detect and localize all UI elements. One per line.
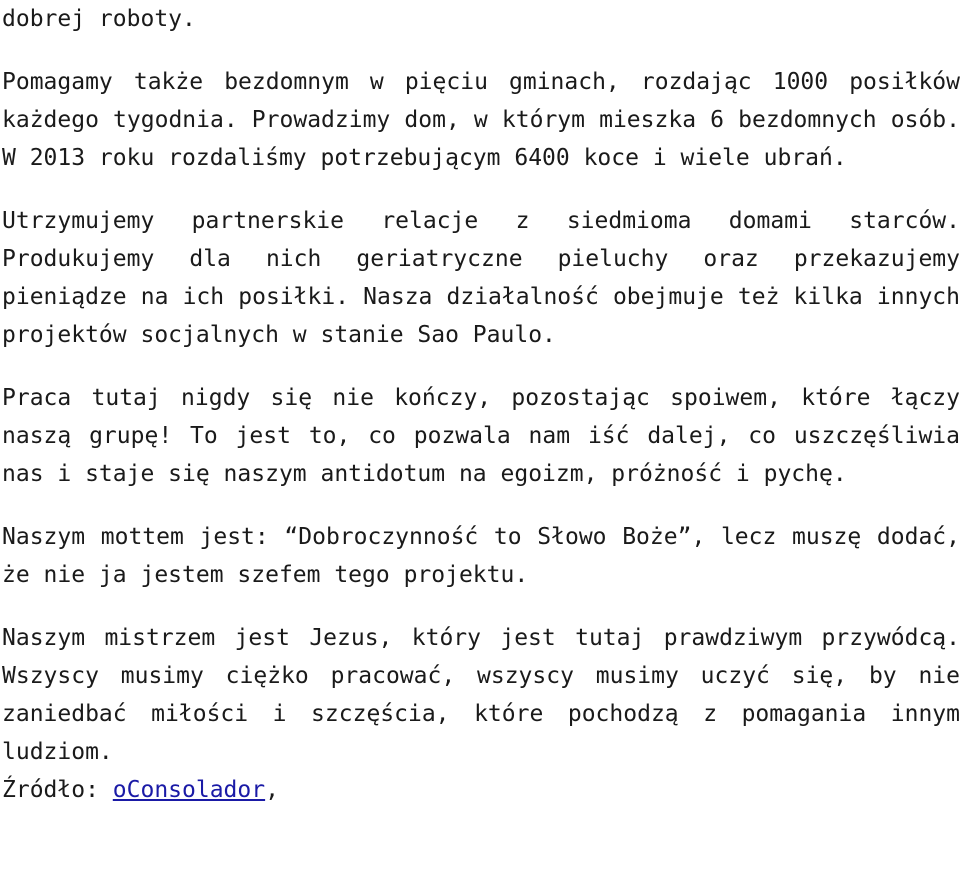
source-line — [2, 771, 960, 809]
paragraph-motto: Naszym mottem jest: “Dobroczynność to Słowo Boże”, lecz muszę dodać, że nie ja jestem szefem tego projektu. — [2, 524, 960, 588]
paragraph-master-jesus: Naszym mistrzem jest Jezus, który jest tutaj prawdziwym przywódcą. Wszyscy musimy ciężko pracować, wszyscy musimy uczyć się, by nie zaniedbać miłości i szczęścia, które pochodzą z pomagania innym ludziom. — [2, 625, 960, 765]
source-suffix: , — [265, 777, 279, 803]
paragraph-fragment: dobrej roboty. — [2, 6, 196, 32]
paragraph-work-never-ends: Praca tutaj nigdy się nie kończy, pozostając spoiwem, które łączy naszą grupę! To jest to, co pozwala nam iść dalej, co uszczęśliwia nas i staje się naszym antidotum na egoizm, próżność i pychę. — [2, 385, 960, 487]
article-body — [2, 0, 960, 809]
paragraph-homeless-help: Pomagamy także bezdomnym w pięciu gminach, rozdając 1000 posiłków każdego tygodnia. Prowadzimy dom, w którym mieszka 6 bezdomnych osób. W 2013 roku rozdaliśmy potrzebującym 6400 koce i wiele ubrań. — [2, 69, 960, 171]
paragraph-nursing-homes: Utrzymujemy partnerskie relacje z siedmioma domami starców. Produkujemy dla nich geriatryczne pieluchy oraz przekazujemy pieniądze na ich posiłki. Nasza działalność obejmuje też kilka innych projektów socjalnych w stanie Sao Paulo. — [2, 208, 960, 348]
source-label: Źródło: — [2, 777, 113, 803]
source-link[interactable]: oConsolador — [112, 777, 266, 803]
